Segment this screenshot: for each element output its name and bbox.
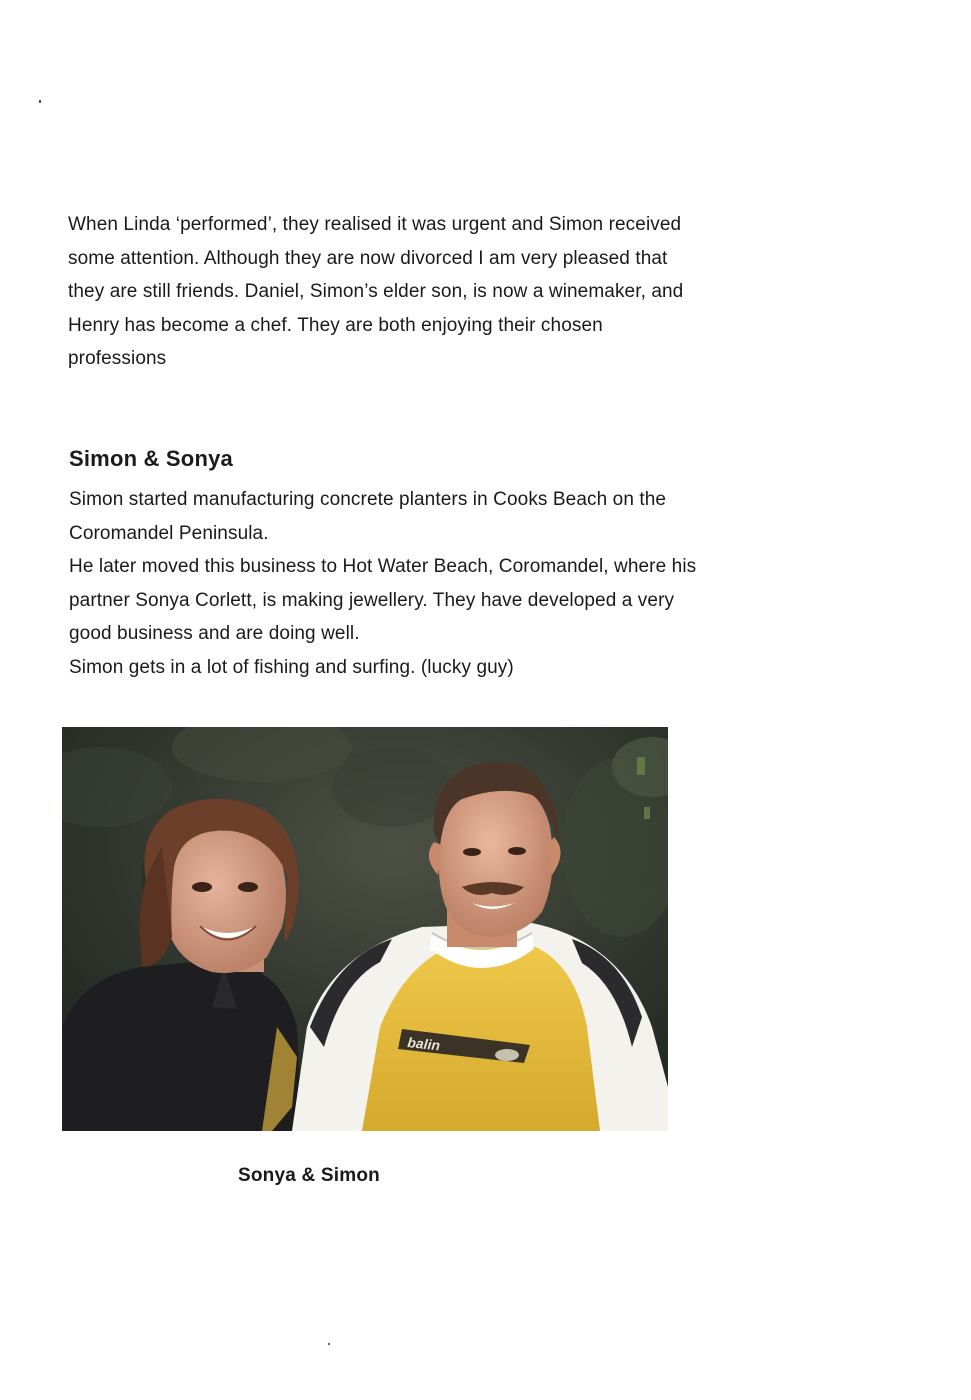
section-line: Simon gets in a lot of fishing and surfing. (lucky guy) (69, 656, 514, 678)
scan-speck (328, 1343, 330, 1345)
section-line: partner Sonya Corlett, is making jewellery. They have developed a very (69, 589, 675, 611)
photo-caption: Sonya & Simon (238, 1165, 380, 1186)
section-paragraph (69, 483, 789, 684)
intro-line: When Linda ‘performed’, they realised it was urgent and Simon received (68, 214, 682, 235)
section-line: good business and are doing well. (69, 623, 360, 644)
section-heading: Simon & Sonya (69, 446, 233, 471)
intro-line: some attention. Although they are now divorced I am very pleased that (68, 247, 668, 269)
shirt-logo-text: balin (406, 1034, 441, 1054)
section-line: Simon started manufacturing concrete planters in Cooks Beach on the (69, 489, 667, 510)
intro-line: Henry has become a chef. They are both enjoying their chosen (68, 314, 603, 336)
intro-line: professions (68, 348, 167, 369)
intro-paragraph (68, 208, 788, 376)
section-line: He later moved this business to Hot Water Beach, Coromandel, where his (69, 556, 697, 577)
intro-line: they are still friends. Daniel, Simon’s elder son, is now a winemaker, and (68, 281, 684, 302)
scan-speck (39, 100, 41, 103)
photo-sonya-and-simon (62, 727, 668, 1131)
section-line: Coromandel Peninsula. (69, 522, 269, 544)
